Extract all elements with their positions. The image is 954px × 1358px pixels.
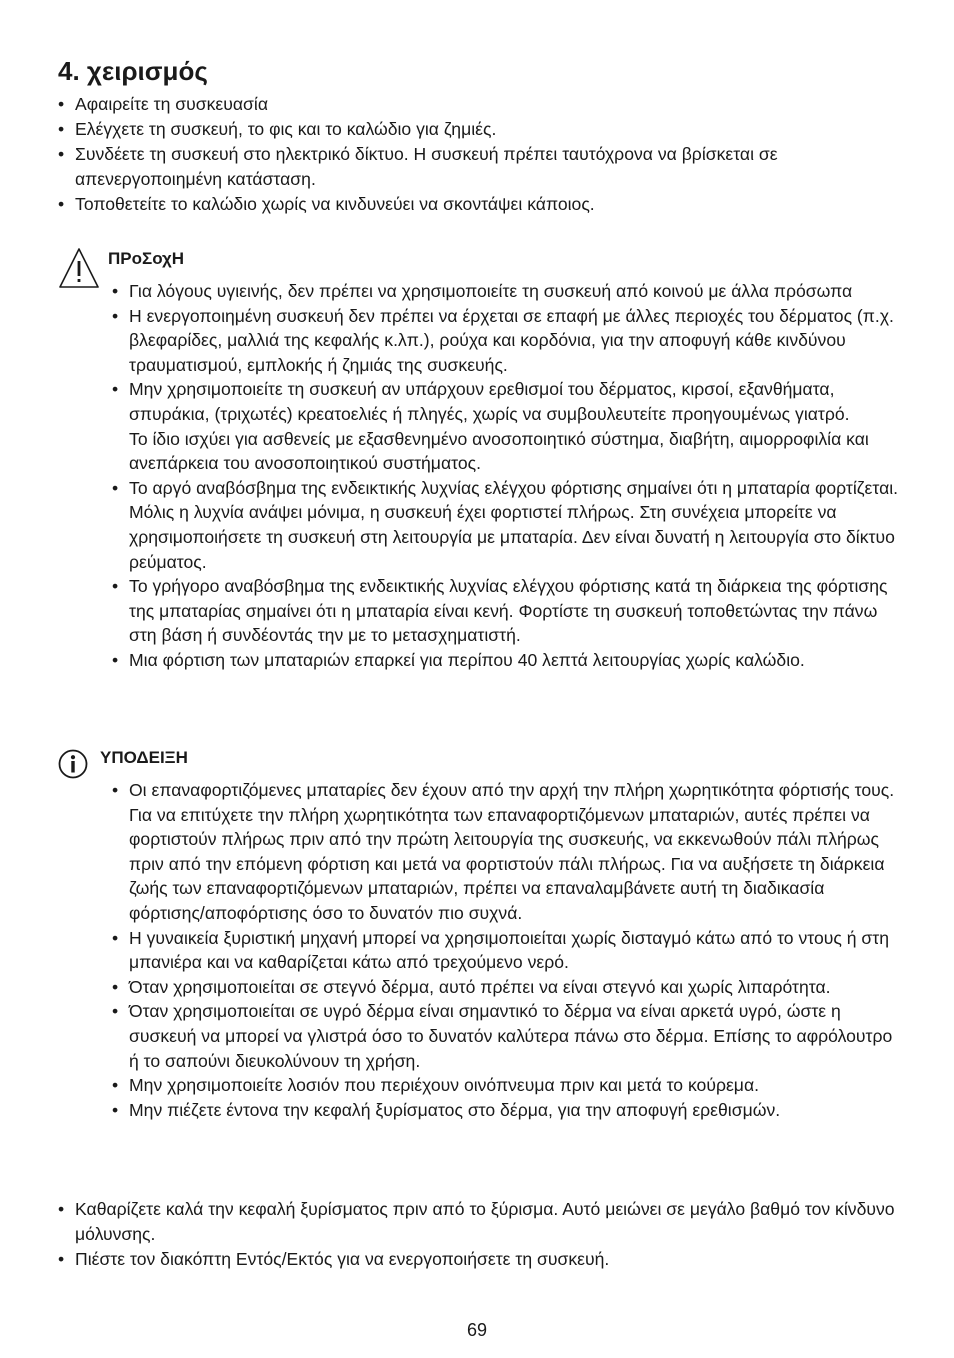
page-title: 4. χειρισμός — [58, 56, 208, 86]
list-item: • Οι επαναφορτιζόμενες μπαταρίες δεν έχουν από την αρχή την πλήρη χωρητικότητα φόρτισής τους. Για να επιτύχετε την πλήρη χωρητικότητα των επαναφορτιζόμενων μπαταριών, αυτές πρέπει να φορτιστούν πλήρως πριν από την πρώτη λειτουργία της συσκευής, να εκκενωθούν πάλι πλήρως πριν από την επόμενη φόρτιση και μετά να φορτιστούν πάλι πλήρως. Για να αυξήσετε τη διάρκεια ζωής των επαναφορτιζόμενων μπαταριών, πρέπει να επαναλαμβάνετε αυτή τη διαδικασία φόρτισης/αποφόρτισης όσο το δυνατόν πιο συχνά. — [112, 778, 902, 926]
warning-triangle-icon — [58, 246, 100, 290]
list-item: • Η γυναικεία ξυριστική μηχανή μπορεί να χρησιμοποιείται χωρίς δισταγμό κάτω από το ντους ή στη μπανιέρα και να καθαρίζεται κάτω από τρεχούμενο νερό. — [112, 926, 902, 975]
note-label: ΥΠΟΔΕΙΞΗ — [100, 748, 188, 767]
list-item-text: • Μην χρησιμοποιείτε τη συσκευή αν υπάρχουν ερεθισμοί του δέρματος, κιρσοί, εξανθήματα, σπυράκια, (τριχωτές) κρεατοελιές ή πληγές, χωρίς να συμβουλευτείτε προηγουμένως γιατρό. — [129, 379, 850, 424]
list-item: • Τοποθετείτε το καλώδιο χωρίς να κινδυνεύει να σκοντάψει κάποιος. — [58, 192, 898, 217]
info-circle-icon — [58, 749, 88, 779]
list-item-extra-text: Το ίδιο ισχύει για ασθενείς με εξασθενημένο ανοσοποιητικό σύστημα, διαβήτη, αιμορροφιλία και ανεπάρκεια του ανοσοποιητικού συστήματος. — [129, 428, 869, 474]
list-item: • Μην χρησιμοποιείτε λοσιόν που περιέχουν οινόπνευμα πριν και μετά το κούρεμα. — [112, 1073, 902, 1098]
caution-label: ΠΡοΣοχΗ — [108, 249, 185, 268]
list-item: • Μην πιέζετε έντονα την κεφαλή ξυρίσματος στο δέρμα, για την αποφυγή ερεθισμών. — [112, 1098, 902, 1123]
list-item: • Αφαιρείτε τη συσκευασία — [58, 92, 898, 117]
note-list — [112, 778, 902, 1122]
list-item: • Το αργό αναβόσβημα της ενδεικτικής λυχνίας ελέγχου φόρτισης σημαίνει ότι η μπαταρία φορτίζεται. Μόλις η λυχνία ανάψει μόνιμα, η συσκευή έχει φορτιστεί πλήρως. Στη συνέχεια μπορείτε να χρησιμοποιήσετε τη συσκευή στη λειτουργία με μπαταρία. Δεν είναι δυνατή η λειτουργία στο δίκτυο ρεύματος. — [112, 476, 902, 574]
list-item — [112, 377, 902, 475]
list-item: • Η ενεργοποιημένη συσκευή δεν πρέπει να έρχεται σε επαφή με άλλες περιοχές του δέρματος (π.χ. βλεφαρίδες, μαλλιά της κεφαλής κ.λπ.), ρούχα και κορδόνια, για την αποφυγή κάθε κινδύνου τραυματισμού, εμπλοκής ή ζημιάς της συσκευής. — [112, 304, 902, 378]
list-item: • Ελέγχετε τη συσκευή, το φις και το καλώδιο για ζημιές. — [58, 117, 898, 142]
list-item: • Για λόγους υγιεινής, δεν πρέπει να χρησιμοποιείτε τη συσκευή από κοινού με άλλα πρόσωπα — [112, 279, 902, 304]
list-item: • Πιέστε τον διακόπτη Εντός/Εκτός για να ενεργοποιήσετε τη συσκευή. — [58, 1247, 898, 1272]
page-number: 69 — [466, 1320, 488, 1340]
intro-list — [58, 92, 898, 217]
list-item: • Το γρήγορο αναβόσβημα της ενδεικτικής λυχνίας ελέγχου φόρτισης κατά τη διάρκεια της φόρτισης της μπαταρίας σημαίνει ότι η μπαταρία είναι κενή. Φορτίστε τη συσκευή τοποθετώντας την πάνω στη βάση ή συνδέοντάς την με το μετασχηματιστή. — [112, 574, 902, 648]
caution-list — [112, 279, 902, 673]
list-item: • Όταν χρησιμοποιείται σε υγρό δέρμα είναι σημαντικό το δέρμα να είναι αρκετά υγρό, ώστε η συσκευή να μπορεί να γλιστρά όσο το δυνατόν καλύτερα πάνω στο δέρμα. Επίσης το αφρόλουτρο ή το σαπούνι διευκολύνουν τη χρήση. — [112, 999, 902, 1073]
list-item: • Μια φόρτιση των μπαταριών επαρκεί για περίπου 40 λεπτά λειτουργίας χωρίς καλώδιο. — [112, 648, 902, 673]
list-item: • Συνδέετε τη συσκευή στο ηλεκτρικό δίκτυο. Η συσκευή πρέπει ταυτόχρονα να βρίσκεται σε απενεργοποιημένη κατάσταση. — [58, 142, 898, 192]
list-item: • Όταν χρησιμοποιείται σε στεγνό δέρμα, αυτό πρέπει να είναι στεγνό και χωρίς λιπαρότητα. — [112, 975, 902, 1000]
list-item: • Καθαρίζετε καλά την κεφαλή ξυρίσματος πριν από το ξύρισμα. Αυτό μειώνει σε μεγάλο βαθμό τον κίνδυνο μόλυνσης. — [58, 1197, 898, 1247]
closing-list — [58, 1197, 898, 1272]
